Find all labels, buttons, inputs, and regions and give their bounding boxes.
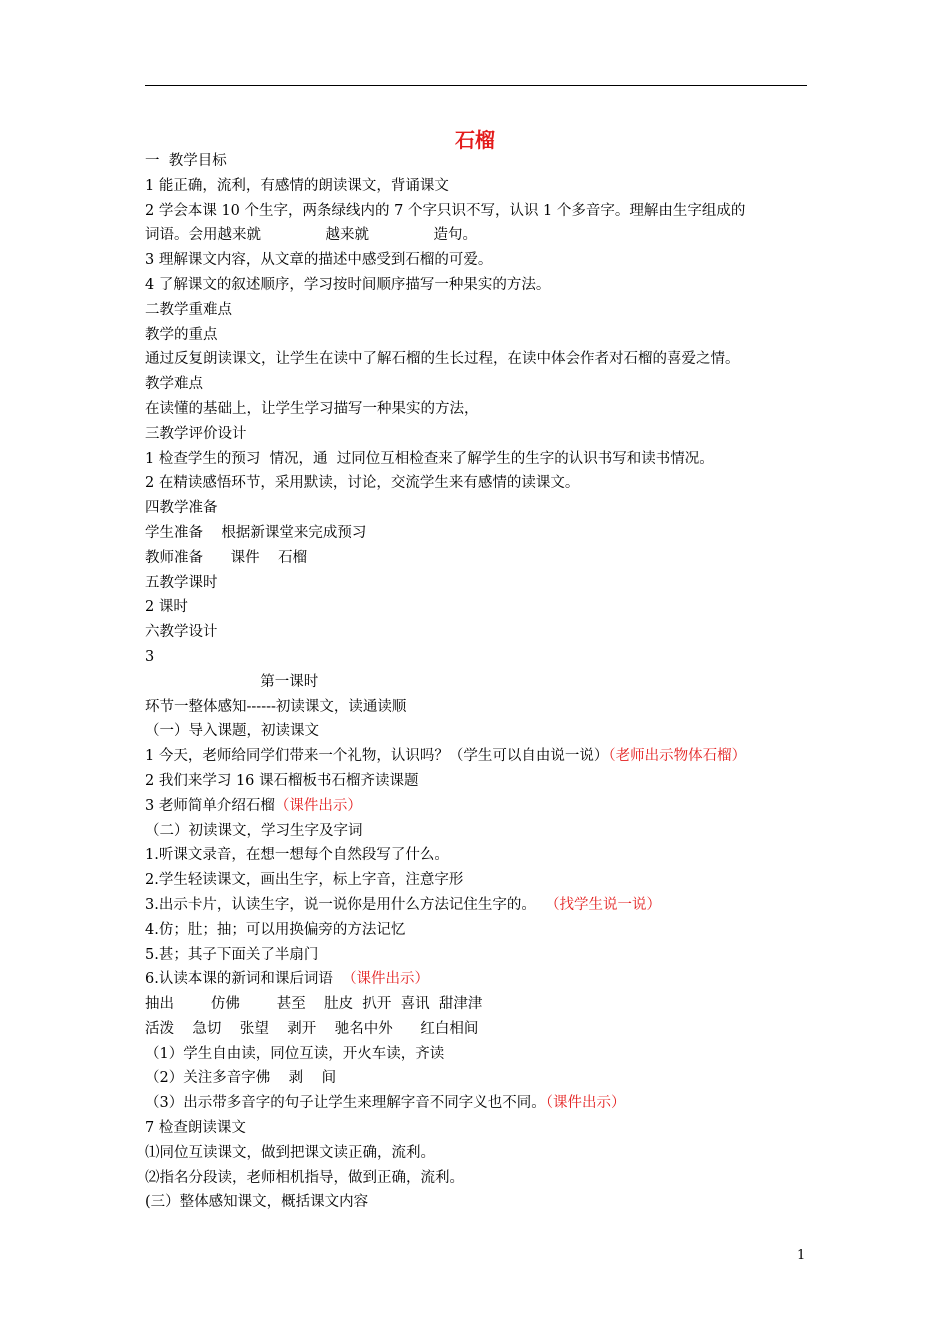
line-text: 1 能正确，流利，有感情的朗读课文，背诵课文 bbox=[145, 177, 449, 194]
text-line bbox=[145, 248, 835, 273]
line-text: 3 bbox=[145, 648, 155, 665]
text-line bbox=[145, 372, 835, 397]
line-text: 通过反复朗读课文，让学生在读中了解石榴的生长过程，在读中体会作者对石榴的喜爱之情。 bbox=[145, 351, 740, 368]
line-text: 1 今天，老师给同学们带来一个礼物，认识吗？（学生可以自由说一说） bbox=[145, 748, 609, 765]
line-text: 五教学课时 bbox=[145, 574, 218, 591]
line-text: 教师准备 课件 石榴 bbox=[145, 549, 308, 566]
line-text: 教学的重点 bbox=[145, 326, 218, 343]
text-line bbox=[145, 1066, 835, 1091]
document-title: 石榴 bbox=[455, 128, 495, 152]
red-annotation: （课件出示） bbox=[274, 797, 362, 814]
line-text: 1 检查学生的预习 情况，通 过同位互相检查来了解学生的生字的认识书写和读书情况。 bbox=[145, 450, 714, 467]
line-text: ⑴同位互读课文，做到把课文读正确，流利。 bbox=[145, 1144, 435, 1161]
text-line bbox=[145, 174, 835, 199]
line-text: 3 老师简单介绍石榴 bbox=[145, 797, 275, 814]
text-line bbox=[145, 447, 835, 472]
line-text: 3 理解课文内容，从文章的描述中感受到石榴的可爱。 bbox=[145, 252, 493, 269]
line-text: 4.仿；肚；抽；可以用换偏旁的方法记忆 bbox=[145, 921, 406, 938]
text-line bbox=[145, 347, 835, 372]
red-annotation: （老师出示物体石榴） bbox=[608, 748, 747, 765]
text-line bbox=[145, 868, 835, 893]
text-line bbox=[145, 769, 835, 794]
text-line bbox=[145, 1042, 835, 1067]
text-line bbox=[145, 744, 835, 769]
line-text: （2）关注多音字佛 剥 间 bbox=[145, 1070, 337, 1087]
text-line bbox=[145, 1091, 835, 1116]
red-annotation: （找学生说一说） bbox=[545, 896, 662, 913]
text-line bbox=[145, 273, 835, 298]
line-text: 三教学评价设计 bbox=[145, 425, 247, 442]
line-text: 一 教学目标 bbox=[145, 153, 227, 169]
line-text: 环节一整体感知------初读课文，读通读顺 bbox=[145, 698, 407, 715]
text-line bbox=[145, 1190, 835, 1215]
text-line bbox=[145, 967, 835, 992]
text-line bbox=[145, 149, 835, 174]
text-line bbox=[145, 571, 835, 596]
text-line bbox=[145, 323, 835, 348]
line-text: 教学难点 bbox=[145, 376, 203, 393]
line-text: 在读懂的基础上，让学生学习描写一种果实的方法， bbox=[145, 400, 479, 417]
line-text: （一）导入课题，初读课文 bbox=[145, 723, 319, 740]
text-line bbox=[145, 719, 835, 744]
line-text: 7 检查朗读课文 bbox=[145, 1120, 246, 1137]
text-line bbox=[145, 199, 835, 224]
text-line bbox=[145, 397, 835, 422]
line-text: 六教学设计 bbox=[145, 624, 218, 641]
text-line bbox=[145, 595, 835, 620]
text-line bbox=[145, 695, 835, 720]
text-line bbox=[145, 943, 835, 968]
line-text: (三）整体感知课文，概括课文内容 bbox=[145, 1194, 369, 1211]
red-annotation: （课件出示） bbox=[545, 1095, 626, 1112]
line-text: 2.学生轻读课文，画出生字，标上字音，注意字形 bbox=[145, 872, 464, 889]
text-line bbox=[145, 1017, 835, 1042]
text-line bbox=[145, 670, 835, 695]
line-text: 3.出示卡片，认读生字，说一说你是用什么方法记住生字的。 bbox=[145, 896, 546, 913]
page-number: 1 bbox=[797, 1248, 806, 1263]
text-line bbox=[145, 819, 835, 844]
line-text: 第一课时 bbox=[145, 673, 319, 690]
line-text: 四教学准备 bbox=[145, 500, 218, 517]
text-line bbox=[145, 620, 835, 645]
text-line bbox=[145, 298, 835, 323]
text-line bbox=[145, 893, 835, 918]
line-text: 抽出 仿佛 甚至 肚皮 扒开 喜讯 甜津津 bbox=[145, 996, 483, 1013]
line-text: 学生准备 根据新课堂来完成预习 bbox=[145, 524, 367, 541]
line-text: 6.认读本课的新词和课后词语 bbox=[145, 971, 343, 988]
text-line bbox=[145, 843, 835, 868]
text-line bbox=[145, 422, 835, 447]
line-text: （3）出示带多音字的句子让学生来理解字音不同字义也不同。 bbox=[145, 1095, 546, 1112]
text-line bbox=[145, 918, 835, 943]
text-line bbox=[145, 645, 835, 670]
text-line bbox=[145, 1141, 835, 1166]
line-text: 活泼 急切 张望 剥开 驰名中外 红白相间 bbox=[145, 1020, 479, 1037]
text-line bbox=[145, 992, 835, 1017]
text-line bbox=[145, 794, 835, 819]
line-text: ⑵指名分段读，老师相机指导，做到正确，流利。 bbox=[145, 1169, 464, 1186]
header-rule bbox=[145, 85, 807, 86]
line-text: 2 在精读感悟环节，采用默读，讨论，交流学生来有感情的读课文。 bbox=[145, 475, 580, 492]
text-line bbox=[145, 1116, 835, 1141]
line-text: （二）初读课文，学习生字及字词 bbox=[145, 822, 363, 839]
line-text: 二教学重难点 bbox=[145, 301, 232, 318]
line-text: 词语。会用越来就 越来就 造句。 bbox=[145, 227, 478, 244]
red-annotation: （课件出示） bbox=[342, 971, 430, 988]
text-line bbox=[145, 223, 835, 248]
line-text: （1）学生自由读，同位互读，开火车读，齐读 bbox=[145, 1045, 445, 1062]
line-text: 2 我们来学习 16 课石榴板书石榴齐读课题 bbox=[145, 772, 419, 789]
text-line bbox=[145, 521, 835, 546]
text-line bbox=[145, 471, 835, 496]
line-text: 5.甚；其子下面关了半扇门 bbox=[145, 946, 319, 963]
text-line bbox=[145, 496, 835, 521]
text-line bbox=[145, 1166, 835, 1191]
line-text: 2 课时 bbox=[145, 599, 188, 616]
line-text: 2 学会本课 10 个生字，两条绿线内的 7 个字只识不写，认识 1 个多音字。理解由生字组成的 bbox=[145, 202, 746, 219]
line-text: 1.听课文录音，在想一想每个自然段写了什么。 bbox=[145, 847, 449, 864]
document-body bbox=[145, 149, 835, 1215]
line-text: 4 了解课文的叙述顺序，学习按时间顺序描写一种果实的方法。 bbox=[145, 276, 551, 293]
text-line bbox=[145, 546, 835, 571]
